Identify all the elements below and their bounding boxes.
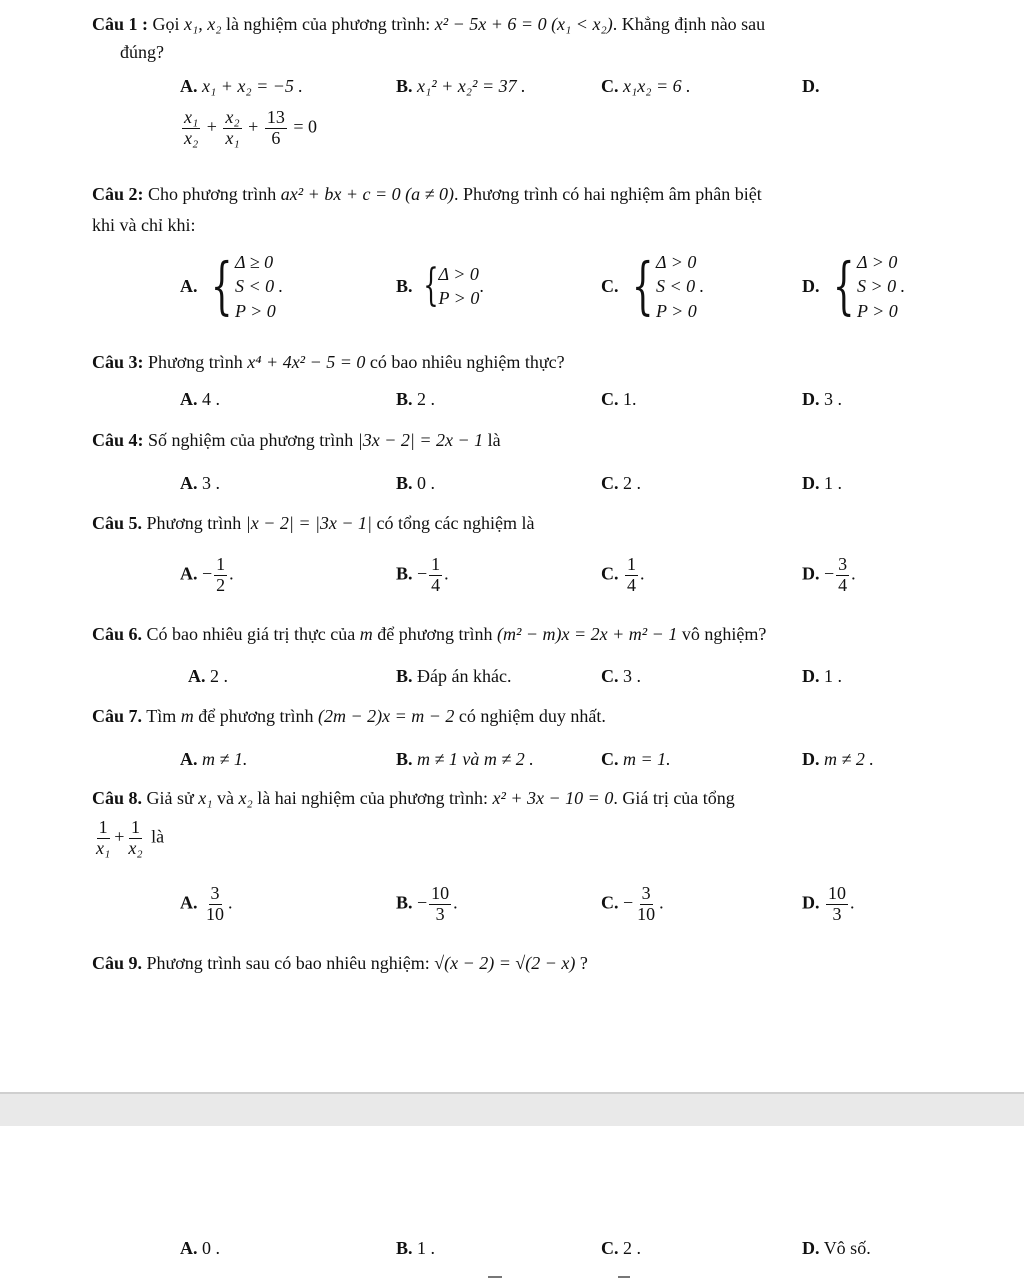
q8-text: Giả sử [146, 788, 194, 808]
q5-option-a[interactable]: A. − $\frac{1}{2}$ . [180, 554, 234, 595]
q2-option-d-label: D. [802, 275, 820, 296]
q2-label: Câu 2: [92, 184, 144, 204]
q8-and: và [217, 788, 235, 808]
q3-text-after: có bao nhiêu nghiệm thực? [369, 352, 565, 372]
q9-option-b[interactable]: B. 1 . [396, 1238, 436, 1258]
q8-option-a[interactable]: A. $\frac{3}{10}$ . [180, 883, 233, 924]
q6-equation: (m² − m)x = 2x + m² − 1 [496, 624, 678, 644]
q4-text-after: là [487, 430, 501, 450]
q1-text-mid: là nghiệm của phương trình: [226, 14, 431, 34]
q8-option-d[interactable]: D. $\frac{10}{3}$ . [802, 883, 855, 924]
cropped-text-fragment [618, 1276, 630, 1278]
q4-option-a[interactable]: A. 3 . [180, 473, 220, 493]
q8-var-1: x₁ [198, 788, 213, 808]
q8-option-b[interactable]: B. − $\frac{10}{3}$ . [396, 883, 458, 924]
page-gap-band [0, 1092, 1024, 1126]
q6-option-d[interactable]: D. 1 . [802, 666, 842, 686]
q2-stem [92, 184, 762, 206]
q4-option-d[interactable]: D. 1 . [802, 473, 842, 493]
q8-sum-tail: là [151, 826, 165, 847]
q1-option-b-text: x₁² + x₂² = 37 . [417, 76, 526, 96]
q3-label: Câu 3: [92, 352, 144, 372]
q2-stem-line2: khi và chỉ khi: [92, 215, 196, 235]
q7-label: Câu 7. [92, 706, 143, 726]
q1-option-a[interactable] [180, 76, 303, 98]
q2-option-d[interactable] [802, 250, 905, 323]
q4-equation: |3x − 2| = 2x − 1 [357, 430, 484, 450]
q2-option-a-system: Δ ≥ 0 S < 0 . P > 0 [234, 252, 284, 321]
q7-text: Tìm [146, 706, 177, 726]
q9-text-after: ? [579, 953, 588, 973]
q7-option-c[interactable]: C. m = 1. [601, 749, 671, 769]
q7-var: m [180, 706, 194, 726]
q1-frac-1: $\frac{\text{x₁}}{\text{x₂}}$ [184, 107, 199, 148]
q2-option-d-system: Δ > 0 S > 0 . P > 0 [856, 252, 906, 321]
q2-option-c-label: C. [601, 275, 619, 296]
q8-equation: x² + 3x − 10 = 0 [492, 788, 614, 808]
q1-equals-zero: = 0 [293, 116, 317, 137]
q4-label: Câu 4: [92, 430, 144, 450]
q2-option-b-label: B. [396, 275, 413, 296]
left-brace-icon: { [210, 249, 233, 323]
q2-option-c-system: Δ > 0 S < 0 . P > 0 [655, 252, 705, 321]
q5-option-c[interactable]: C. $\frac{1}{4}$ . [601, 554, 645, 595]
q3-option-a[interactable]: A. 4 . [180, 389, 220, 409]
q1-text: Gọi [152, 14, 180, 34]
q1-frac-2: $\frac{\text{x₂}}{\text{x₁}}$ [225, 107, 240, 148]
q1-stem-line2: đúng? [120, 42, 164, 62]
q3-equation: x⁴ + 4x² − 5 = 0 [247, 352, 366, 372]
q6-option-a[interactable]: A. 2 . [188, 666, 228, 686]
q8-text-after: . Giá trị của tổng [613, 788, 735, 808]
q5-label: Câu 5. [92, 513, 143, 533]
q5-text: Phương trình [146, 513, 242, 533]
q1-option-b-label: B. [396, 76, 413, 96]
q6-option-c[interactable]: C. 3 . [601, 666, 641, 686]
q9-option-a[interactable]: A. 0 . [180, 1238, 220, 1258]
q4-option-b[interactable]: B. 0 . [396, 473, 436, 493]
q2-option-a[interactable] [180, 250, 283, 323]
q2-option-c[interactable] [601, 250, 704, 323]
q1-equation: x² − 5x + 6 = 0 (x₁ < x₂) [434, 14, 613, 34]
q9-text: Phương trình sau có bao nhiêu nghiệm: [146, 953, 430, 973]
q4-text: Số nghiệm của phương trình [148, 430, 354, 450]
q5-text-after: có tổng các nghiệm là [376, 513, 535, 533]
q9-stem [92, 953, 588, 975]
q1-plus-2: + [248, 116, 259, 137]
q6-option-b[interactable]: B. Đáp án khác. [396, 666, 512, 686]
q2-option-b-system: Δ > 0 P > 0 [438, 264, 480, 309]
q7-option-a[interactable]: A. m ≠ 1. [180, 749, 248, 769]
q1-option-c-label: C. [601, 76, 619, 96]
q9-option-c[interactable]: C. 2 . [601, 1238, 641, 1258]
q9-equation: √(x − 2) = √(2 − x) [434, 953, 576, 973]
q5-option-d[interactable]: D. − $\frac{3}{4}$ . [802, 554, 856, 595]
q2-equation: ax² + bx + c = 0 (a ≠ 0) [280, 184, 454, 204]
q2-option-a-label: A. [180, 275, 198, 296]
q1-frac-3: $\frac{13}{6}$ [266, 107, 285, 148]
q7-option-d[interactable]: D. m ≠ 2 . [802, 749, 874, 769]
q1-option-c[interactable] [601, 76, 691, 98]
left-brace-icon: { [631, 249, 654, 323]
q5-equation: |x − 2| = |3x − 1| [245, 513, 373, 533]
q2-option-b-tail: . [479, 275, 484, 296]
left-brace-icon: { [422, 260, 439, 312]
q1-text-after: . Khẳng định nào sau [612, 14, 766, 34]
q1-option-b[interactable] [396, 76, 526, 98]
q3-option-c[interactable]: C. 1. [601, 389, 637, 409]
q1-plus-1: + [206, 116, 217, 137]
q8-stem [92, 788, 735, 810]
q8-text-mid: là hai nghiệm của phương trình: [257, 788, 488, 808]
q7-text-after: có nghiệm duy nhất. [458, 706, 606, 726]
q7-option-b[interactable]: B. m ≠ 1 và m ≠ 2 . [396, 749, 534, 769]
q2-option-b[interactable] [396, 262, 484, 311]
q1-stem [92, 14, 765, 36]
q5-stem [92, 513, 534, 535]
q3-option-b[interactable]: B. 2 . [396, 389, 436, 409]
q4-stem [92, 430, 501, 452]
q6-text-mid: để phương trình [377, 624, 493, 644]
q3-stem [92, 352, 565, 374]
q1-label: Câu 1 : [92, 14, 149, 34]
q9-label: Câu 9. [92, 953, 143, 973]
q8-option-c[interactable]: C. − $\frac{3}{10}$ . [601, 883, 664, 924]
q6-stem [92, 624, 766, 646]
q1-vars: x₁, x₂ [184, 14, 222, 34]
q6-label: Câu 6. [92, 624, 143, 644]
q6-text: Có bao nhiêu giá trị thực của [146, 624, 356, 644]
q7-stem [92, 706, 606, 728]
q7-text-mid: để phương trình [198, 706, 314, 726]
q3-text: Phương trình [148, 352, 243, 372]
q1-option-d-expression[interactable] [180, 108, 317, 149]
q6-var: m [359, 624, 373, 644]
q9-option-d[interactable]: D. Vô số. [802, 1238, 871, 1258]
q1-option-a-text: x₁ + x₂ = −5 . [202, 76, 303, 96]
q7-equation: (2m − 2)x = m − 2 [317, 706, 455, 726]
q1-option-d-label[interactable]: D. [802, 76, 820, 96]
q4-option-c[interactable]: C. 2 . [601, 473, 641, 493]
cropped-text-fragment [488, 1276, 502, 1278]
left-brace-icon: { [832, 249, 855, 323]
q5-option-b[interactable]: B. − $\frac{1}{4}$ . [396, 554, 449, 595]
q2-text: Cho phương trình [148, 184, 277, 204]
q1-option-a-label: A. [180, 76, 198, 96]
q2-text-after: . Phương trình có hai nghiệm âm phân biệt [453, 184, 762, 204]
q3-option-d[interactable]: D. 3 . [802, 389, 842, 409]
q8-label: Câu 8. [92, 788, 143, 808]
q8-var-2: x₂ [238, 788, 253, 808]
q1-option-c-text: x₁x₂ = 6 . [623, 76, 691, 96]
q8-sum-expression: $\frac{1}{\text{x₁}}$ + $\frac{1}{\text{x₂}}$ là [96, 817, 165, 858]
q6-text-after: vô nghiệm? [681, 624, 767, 644]
